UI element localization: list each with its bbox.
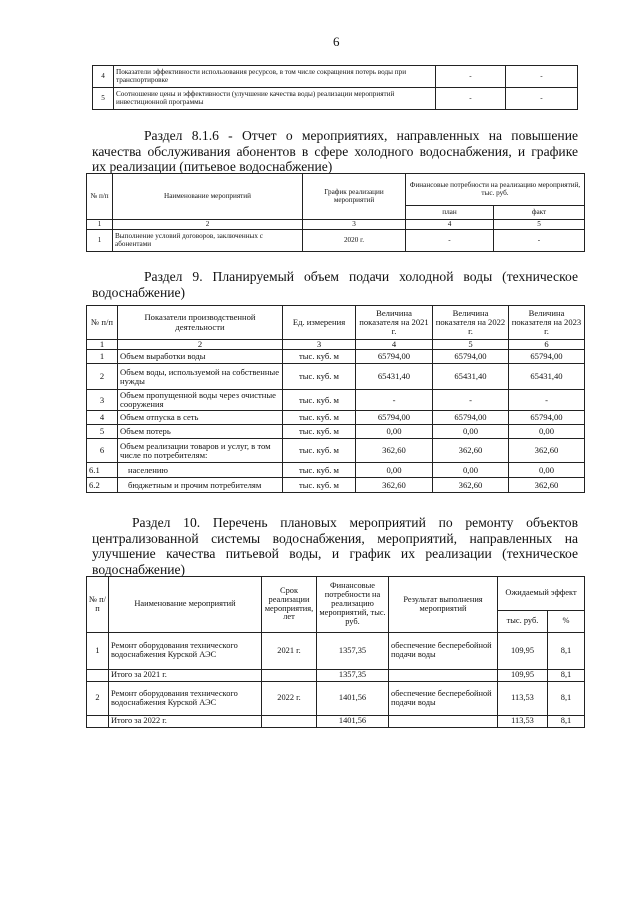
- measure-name: Выполнение условий договоров, заключенных с абонентами: [113, 230, 303, 252]
- total-finance: 1401,56: [317, 716, 389, 728]
- empty-cell: [262, 716, 317, 728]
- section-9-table: [86, 305, 585, 493]
- col-number: 3: [283, 340, 356, 350]
- row-number: 1: [87, 230, 113, 252]
- col-number: 4: [406, 220, 494, 230]
- measure-name: Ремонт оборудования технического водоснабжения Курской АЭС: [109, 682, 262, 716]
- effect-rub-cell: 113,53: [498, 682, 548, 716]
- indicator-name: Показатели эффективности использования ресурсов, в том числе сокращения потерь воды при транспортировке: [114, 66, 436, 88]
- indicator-name: бюджетным и прочим потребителям: [118, 478, 283, 493]
- value-2023: 0,00: [509, 425, 585, 439]
- value-cell: -: [506, 88, 578, 110]
- value-2023: 65431,40: [509, 364, 585, 390]
- empty-cell: [87, 670, 109, 682]
- indicator-name: Объем воды, используемой на собственные нужды: [118, 364, 283, 390]
- indicator-name: Объем выработки воды: [118, 350, 283, 364]
- column-numbers-row: [87, 340, 585, 350]
- section-8-1-6-heading: [92, 128, 578, 175]
- unit-cell: тыс. куб. м: [283, 364, 356, 390]
- row-number: 1: [87, 633, 109, 670]
- unit-cell: тыс. куб. м: [283, 390, 356, 411]
- heading-line: улучшение качества питьевой воды, и график их реализации (техническое: [92, 546, 578, 561]
- measure-name: Ремонт оборудования технического водоснабжения Курской АЭС: [109, 633, 262, 670]
- table-row: [87, 682, 585, 716]
- header-plan: план: [406, 206, 494, 220]
- heading-line: качества обслуживания абонентов в сфере холодного водоснабжения, и графике: [92, 143, 578, 159]
- empty-cell: [262, 670, 317, 682]
- value-2022: -: [433, 390, 509, 411]
- value-2023: -: [509, 390, 585, 411]
- row-number: 6.1: [87, 463, 118, 478]
- finance-cell: 1401,56: [317, 682, 389, 716]
- value-2021: 0,00: [356, 425, 433, 439]
- row-number: 4: [87, 411, 118, 425]
- value-2023: 362,60: [509, 439, 585, 463]
- section-10-table: [86, 576, 585, 728]
- total-row: [87, 670, 585, 682]
- indicator-name: Объем отпуска в сеть: [118, 411, 283, 425]
- fact-cell: -: [494, 230, 585, 252]
- unit-cell: тыс. куб. м: [283, 478, 356, 493]
- indicator-name: Объем реализации товаров и услуг, в том числе по потребителям:: [118, 439, 283, 463]
- table-row: [87, 463, 585, 478]
- value-2023: 65794,00: [509, 350, 585, 364]
- row-number: 4: [93, 66, 114, 88]
- plan-cell: -: [406, 230, 494, 252]
- total-pct: 8,1: [548, 716, 585, 728]
- value-2022: 362,60: [433, 478, 509, 493]
- unit-cell: тыс. куб. м: [283, 439, 356, 463]
- value-2021: 0,00: [356, 463, 433, 478]
- value-cell: -: [506, 66, 578, 88]
- col-number: 2: [118, 340, 283, 350]
- empty-cell: [389, 670, 498, 682]
- header-finance: Финансовые потребности на реализацию мероприятий, тыс. руб.: [317, 577, 389, 633]
- value-2023: 362,60: [509, 478, 585, 493]
- header-pct: %: [548, 611, 585, 633]
- header-number: № п/п: [87, 577, 109, 633]
- header-finance: Финансовые потребности на реализацию мероприятий, тыс. руб.: [406, 174, 585, 206]
- col-number: 1: [87, 340, 118, 350]
- row-number: 5: [93, 88, 114, 110]
- indicator-name: населению: [118, 463, 283, 478]
- header-number: № п/п: [87, 306, 118, 340]
- table-row: [93, 88, 578, 110]
- unit-cell: тыс. куб. м: [283, 350, 356, 364]
- table-row: [87, 633, 585, 670]
- section-10-heading: [92, 515, 578, 577]
- heading-line: Раздел 10. Перечень плановых мероприятий по ремонту объектов: [132, 515, 578, 530]
- table-row: [87, 425, 585, 439]
- table-header-row: [87, 174, 585, 206]
- page-number: 6: [333, 34, 340, 49]
- value-cell: -: [436, 66, 506, 88]
- effect-rub-cell: 109,95: [498, 633, 548, 670]
- unit-cell: тыс. куб. м: [283, 425, 356, 439]
- empty-cell: [87, 716, 109, 728]
- term-cell: 2022 г.: [262, 682, 317, 716]
- heading-line: их реализации (питьевое водоснабжение): [92, 159, 333, 174]
- value-2022: 0,00: [433, 425, 509, 439]
- header-name: Наименование мероприятий: [109, 577, 262, 633]
- table-row: [87, 364, 585, 390]
- value-2021: 65794,00: [356, 411, 433, 425]
- col-number: 6: [509, 340, 585, 350]
- value-2022: 0,00: [433, 463, 509, 478]
- schedule-cell: 2020 г.: [303, 230, 406, 252]
- value-2023: 0,00: [509, 463, 585, 478]
- indicator-name: Объем потерь: [118, 425, 283, 439]
- total-rub: 109,95: [498, 670, 548, 682]
- value-2021: -: [356, 390, 433, 411]
- row-number: 2: [87, 364, 118, 390]
- table-row: [87, 230, 585, 252]
- col-number: 2: [113, 220, 303, 230]
- col-number: 5: [433, 340, 509, 350]
- heading-line: водоснабжение): [92, 284, 186, 300]
- value-2021: 65794,00: [356, 350, 433, 364]
- heading-line: Раздел 9. Планируемый объем подачи холодной воды (техническое: [144, 269, 578, 284]
- header-indicator: Показатели производственной деятельности: [118, 306, 283, 340]
- value-2022: 65794,00: [433, 411, 509, 425]
- indicator-name: Объем пропущенной воды через очистные сооружения: [118, 390, 283, 411]
- value-2022: 65431,40: [433, 364, 509, 390]
- header-2023: Величина показателя на 2023 г.: [509, 306, 585, 340]
- indicator-name: Соотношение цены и эффективности (улучшение качества воды) реализации мероприятий инвестиционной программы: [114, 88, 436, 110]
- header-rub: тыс. руб.: [498, 611, 548, 633]
- table-row: [87, 478, 585, 493]
- row-number: 1: [87, 350, 118, 364]
- header-number: № п/п: [87, 174, 113, 220]
- unit-cell: тыс. куб. м: [283, 411, 356, 425]
- header-schedule: График реализации мероприятий: [303, 174, 406, 220]
- total-label: Итого за 2022 г.: [109, 716, 262, 728]
- result-cell: обеспечение бесперебойной подачи воды: [389, 682, 498, 716]
- total-row: [87, 716, 585, 728]
- row-number: 6: [87, 439, 118, 463]
- header-term: Срок реализации мероприятия, лет: [262, 577, 317, 633]
- header-unit: Ед. измерения: [283, 306, 356, 340]
- section-8-1-6-table: [86, 173, 585, 252]
- effect-pct-cell: 8,1: [548, 633, 585, 670]
- table-row: [93, 66, 578, 88]
- heading-line: централизованной системы водоснабжения, мероприятий, направленных на: [92, 530, 578, 546]
- value-cell: -: [436, 88, 506, 110]
- column-numbers-row: [87, 220, 585, 230]
- col-number: 1: [87, 220, 113, 230]
- value-2021: 65431,40: [356, 364, 433, 390]
- col-number: 3: [303, 220, 406, 230]
- row-number: 5: [87, 425, 118, 439]
- table-header-row: [87, 306, 585, 340]
- header-fact: факт: [494, 206, 585, 220]
- row-number: 6.2: [87, 478, 118, 493]
- table-row: [87, 411, 585, 425]
- col-number: 5: [494, 220, 585, 230]
- total-label: Итого за 2021 г.: [109, 670, 262, 682]
- result-cell: обеспечение бесперебойной подачи воды: [389, 633, 498, 670]
- header-effect: Ожидаемый эффект: [498, 577, 585, 611]
- header-result: Результат выполнения мероприятий: [389, 577, 498, 633]
- header-name: Наименование мероприятий: [113, 174, 303, 220]
- indicators-table-continued: [92, 65, 578, 110]
- total-rub: 113,53: [498, 716, 548, 728]
- table-row: [87, 439, 585, 463]
- value-2021: 362,60: [356, 439, 433, 463]
- table-header-row: [87, 577, 585, 611]
- row-number: 2: [87, 682, 109, 716]
- table-row: [87, 350, 585, 364]
- term-cell: 2021 г.: [262, 633, 317, 670]
- header-2021: Величина показателя на 2021 г.: [356, 306, 433, 340]
- effect-pct-cell: 8,1: [548, 682, 585, 716]
- heading-line: водоснабжение): [92, 561, 186, 577]
- empty-cell: [389, 716, 498, 728]
- total-finance: 1357,35: [317, 670, 389, 682]
- header-2022: Величина показателя на 2022 г.: [433, 306, 509, 340]
- heading-line: Раздел 8.1.6 - Отчет о мероприятиях, направленных на повышение: [144, 128, 578, 143]
- row-number: 3: [87, 390, 118, 411]
- value-2022: 362,60: [433, 439, 509, 463]
- unit-cell: тыс. куб. м: [283, 463, 356, 478]
- col-number: 4: [356, 340, 433, 350]
- value-2021: 362,60: [356, 478, 433, 493]
- finance-cell: 1357,35: [317, 633, 389, 670]
- value-2023: 65794,00: [509, 411, 585, 425]
- value-2022: 65794,00: [433, 350, 509, 364]
- total-pct: 8,1: [548, 670, 585, 682]
- table-row: [87, 390, 585, 411]
- section-9-heading: [92, 269, 578, 300]
